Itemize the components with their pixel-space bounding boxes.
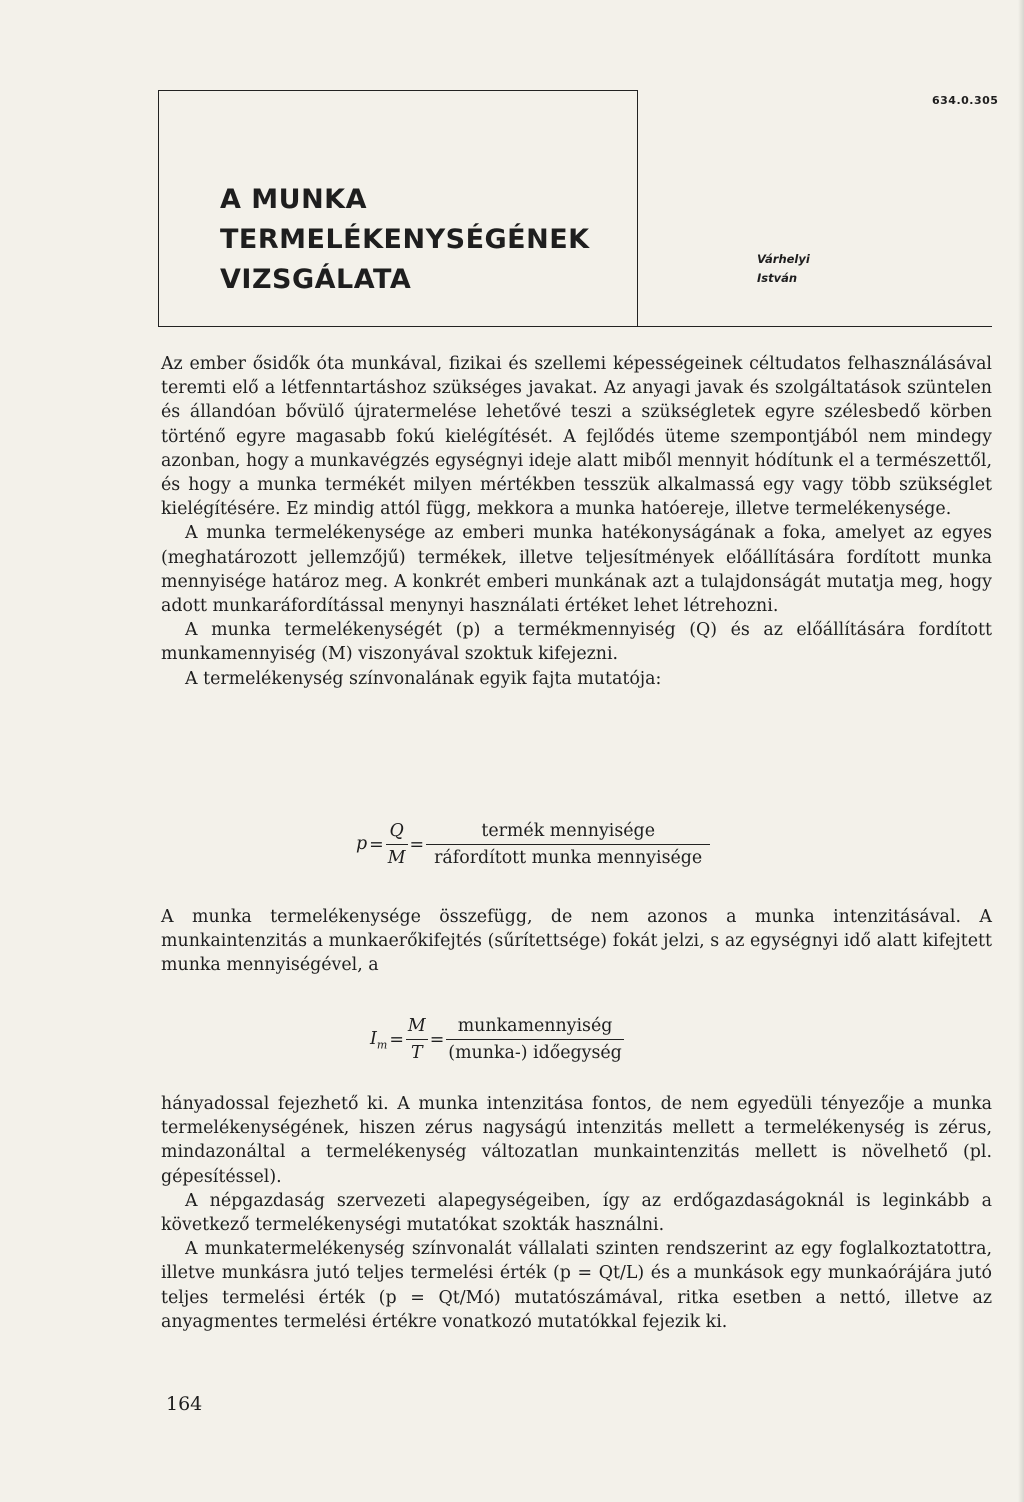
author xyxy=(757,250,810,288)
author-first-line: Várhelyi xyxy=(757,252,810,266)
paragraph: A munka termelékenységét (p) a termékmennyiség (Q) és az előállítására fordított munkamennyiség (M) viszonyával szoktuk kifejezni. xyxy=(161,620,992,665)
page-edge-shadow xyxy=(1018,0,1024,1502)
page-number: 164 xyxy=(166,1393,203,1415)
paragraph: Az ember ősidők óta munkával, fizikai és szellemi képességeinek céltudatos felhasználásával teremti elő a létfenntartáshoz szükséges javakat. Az anyagi javak és szolgáltatások szüntelen és állandóan bővülő újratermelése lehetővé teszi a szükségletek egyre szélesbedő körben történő egyre magasabb fokú kielégítését. A fejlődés üteme szempontjából nem mindegy azonban, hogy a munkavégzés egységnyi ideje alatt miből mennyit hódítunk el a természettől, és hogy a munka termékét milyen mértékben tesszük alkalmassá egy vagy több szükséglet kielégítésére. Ez mindig attól függ, mekkora a munka hatóereje, illetve termelékenysége. xyxy=(161,354,992,520)
paragraph: A népgazdaság szervezeti alapegységeiben, így az erdőgazdaságoknál is leginkább a következő termelékenységi mutatókat szokták használni. xyxy=(161,1190,992,1236)
author-second-line: István xyxy=(757,271,798,285)
productivity-formula: p = $\frac{Q}{M}$ = $\frac{\text{termék mennyisége}}{\text{ráfordított munka mennyisége}}$ xyxy=(356,818,710,871)
paragraph: A munka termelékenysége az emberi munka hatékonyságának a foka, amelyet az egyes (meghatározott jellemzőjű) termékek, illetve teljesítmények előállítására fordított munka mennyisége határoz meg. A konkrét emberi munkának azt a tulajdonságát mutatja meg, hogy adott munkaráfordítással menynyi használati értéket lehet létrehozni. xyxy=(161,523,992,617)
formula-numerator-text: termék mennyisége xyxy=(481,821,655,841)
article-title xyxy=(220,180,590,300)
header-rule xyxy=(158,326,992,327)
formula-numerator-text: munkamennyiség xyxy=(457,1016,613,1036)
intensity-formula: $I_m$ = $\frac{M}{T}$ = $\frac{\text{munkamennyiség}}{\text{(munka-) időegység}}$ xyxy=(370,1013,624,1066)
formula-lhs: I xyxy=(370,1029,377,1049)
body-text-block-1 xyxy=(161,352,992,691)
paragraph: A termelékenység színvonalának egyik fajta mutatója: xyxy=(185,668,662,689)
udc-classification: 634.0.305 xyxy=(932,94,999,107)
title-line: VIZSGÁLATA xyxy=(220,264,412,295)
paragraph: A munkatermelékenység színvonalát vállalati szinten rendszerint az egy foglalkoztatottra, illetve munkásra jutó teljes termelési érték (p = Qt/L) és a munkások egy munkaórájára jutó teljes termelési érték (p = Qt/Mó) mutatószámával, ritka esetben a nettó, illetve az anyagmentes termelési értékre vonatkozó mutatókkal fejezik ki. xyxy=(161,1239,992,1332)
title-line: A MUNKA xyxy=(220,184,368,215)
formula-denominator-text: ráfordított munka mennyisége xyxy=(426,844,710,871)
formula-numerator-symbol: Q xyxy=(389,821,404,841)
formula-denominator-text: (munka-) időegység xyxy=(446,1039,624,1066)
formula-lhs: p xyxy=(356,834,368,854)
formula-numerator-symbol: M xyxy=(407,1016,426,1036)
body-text-block-2 xyxy=(161,905,992,978)
formula-denominator-symbol: T xyxy=(406,1039,428,1066)
paragraph: hányadossal fejezhető ki. A munka intenzitása fontos, de nem egyedüli tényezője a munka termelékenységének, hiszen zérus nagyságú intenzitás mellett a termelékenység is zérus, mindazonáltal a termelékenység változatlan munkaintenzitás mellett is növelhető (pl. gépesítéssel). xyxy=(161,1094,992,1187)
formula-denominator-symbol: M xyxy=(386,844,408,871)
body-text-block-3 xyxy=(161,1092,992,1334)
paragraph: A munka termelékenysége összefügg, de nem azonos a munka intenzitásával. A munkaintenzitás a munkaerőkifejtés (sűrítettsége) fokát jelzi, s az egységnyi idő alatt kifejtett munka mennyiségével, a xyxy=(161,907,992,976)
title-line: TERMELÉKENYSÉGÉNEK xyxy=(220,224,590,255)
formula-lhs-subscript: m xyxy=(376,1038,388,1052)
